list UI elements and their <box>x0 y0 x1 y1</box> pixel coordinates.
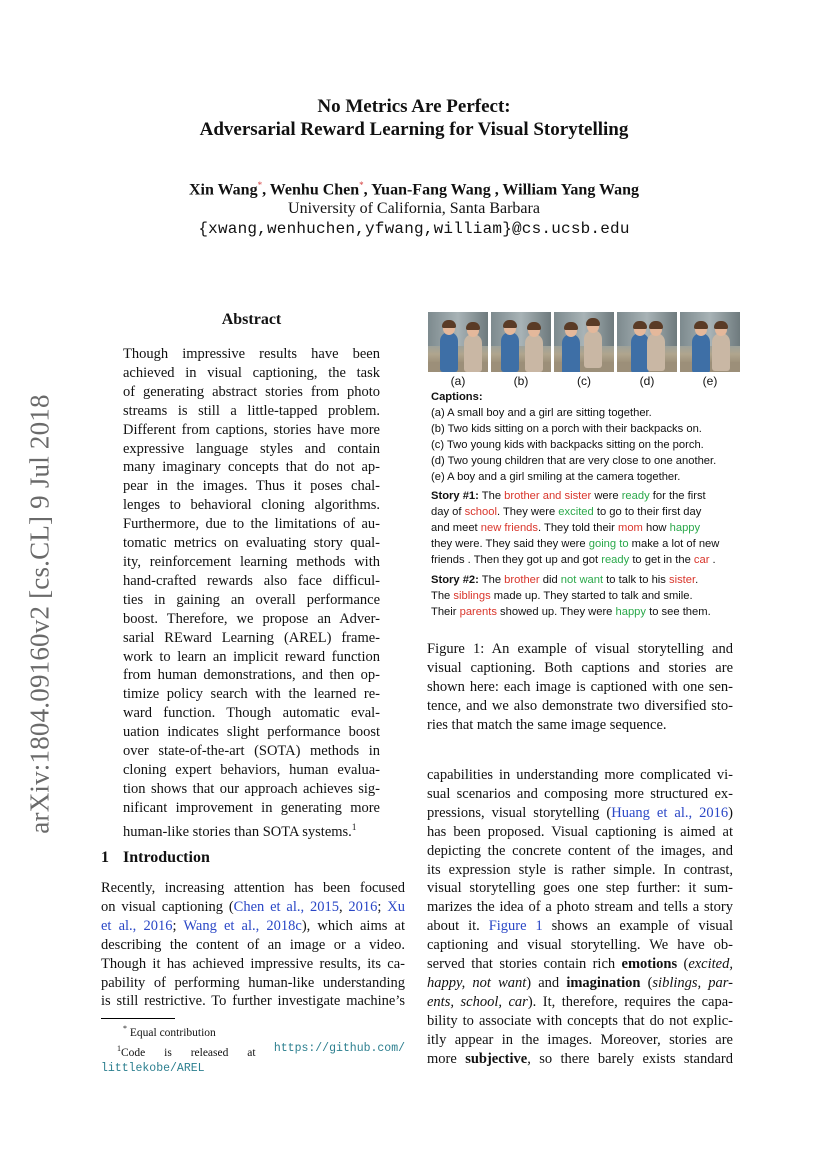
caption-line: (d) Two young children that are very close to one another. <box>431 454 717 467</box>
author-separator: , <box>490 181 503 199</box>
highlight-imagination: brother <box>504 573 540 586</box>
text-span: shows an example of visual <box>542 918 733 935</box>
abstract-line: many imaginary concepts that do not ap- <box>123 459 380 476</box>
intro-line: Recently, increasing attention has been focused <box>101 880 405 896</box>
section-title: Introduction <box>123 849 210 866</box>
captions-heading: Captions: <box>431 391 483 403</box>
affiliation: University of California, Santa Barbara <box>288 200 540 217</box>
github-url[interactable]: https://github.com/ <box>273 1041 405 1055</box>
text-span: did <box>539 573 561 586</box>
citation-link[interactable]: Xu <box>387 898 406 915</box>
text-span: Their <box>431 605 460 618</box>
caption-text-line: visual captioning. Both captions and stories are <box>427 660 733 676</box>
intro-line: Though it has achieved impressive results, its ca- <box>101 955 405 972</box>
section-heading-introduction <box>101 849 210 867</box>
text-span: pressions, visual storytelling ( <box>427 804 612 821</box>
text-span: served that stories contain rich <box>427 956 622 973</box>
figure-ref-link[interactable]: Figure 1 <box>488 918 543 935</box>
text-span: they were. They said they were <box>431 538 589 551</box>
intro-body <box>101 879 405 1011</box>
caption-text-line: Figure 1: An example of visual storytelling and <box>427 641 733 657</box>
citation-link[interactable]: Wang et al., 2018c <box>183 917 302 934</box>
photo-label: (d) <box>639 374 655 388</box>
footnote-text: Equal contribution <box>129 1026 216 1039</box>
body-line: visual storytelling goes one step further: it sum- <box>427 880 733 897</box>
footnotes <box>101 1021 405 1076</box>
abstract-line: Different from captions, stories have more <box>123 421 380 438</box>
intro-line: is still restrictive. To further investigate machine’s <box>101 993 405 1010</box>
italic-examples: happy, not want <box>427 974 527 991</box>
section-number: 1 <box>101 849 109 866</box>
figure-1-image-strip <box>428 312 740 372</box>
text-span: to go to their first day <box>593 506 702 519</box>
citation-link[interactable]: Chen et al., 2015 <box>233 898 339 915</box>
photo-label: (b) <box>513 374 529 388</box>
text-span: , <box>338 898 349 915</box>
highlight-emotion: excited <box>558 506 594 519</box>
story-1-line <box>431 521 743 537</box>
abstract-line: sarial REward Learning (AREL) frame- <box>123 629 380 646</box>
bold-term: subjective <box>465 1050 528 1067</box>
text-span: The <box>481 573 505 586</box>
figure-1-caption <box>427 640 733 735</box>
body-line: depicting the concrete content of the images, and <box>427 842 733 859</box>
body-line <box>427 955 733 974</box>
author-name: Yuan-Fang Wang <box>371 181 491 199</box>
photo-e <box>680 312 740 372</box>
text-span: The <box>481 490 505 503</box>
text-span: were <box>591 490 622 503</box>
highlight-imagination: new friends <box>480 522 538 535</box>
text-span: ). It, therefore, requires the capa- <box>527 993 734 1010</box>
citation-link[interactable]: Huang et al., 2016 <box>611 804 729 821</box>
highlight-imagination: car <box>693 554 710 567</box>
highlight-emotion: happy <box>669 522 701 535</box>
author-name: Xin Wang <box>188 181 258 199</box>
text-span: , so there barely exists standard <box>527 1050 733 1067</box>
abstract-line: over state-of-the-art (SOTA) methods in <box>123 743 380 760</box>
text-span: ), which aims at <box>301 917 405 934</box>
highlight-imagination: mom <box>618 522 643 535</box>
body-line <box>427 804 733 823</box>
body-line <box>427 1050 733 1069</box>
highlight-imagination: school <box>464 506 497 519</box>
photo-label: (c) <box>577 374 591 388</box>
abstract-line: streams is still a little-tapped problem. <box>123 402 380 419</box>
abstract-body <box>123 345 380 841</box>
arxiv-id: arXiv:1804.09160v2 [cs.CL] 9 Jul 2018 <box>24 394 55 834</box>
text-span: . They were <box>496 506 559 519</box>
text-span: on visual captioning ( <box>101 898 234 915</box>
italic-examples: siblings, par- <box>652 974 733 991</box>
text-span: The <box>431 589 454 602</box>
text-span: . <box>709 554 716 567</box>
citation-link[interactable]: et al., 2016 <box>101 917 173 934</box>
photo-b <box>491 312 551 372</box>
abstract-line: cloning expert behaviors, human evalua- <box>123 761 380 778</box>
citation-link[interactable]: 2016 <box>348 898 378 915</box>
text-span: ; <box>172 917 184 934</box>
author-separator: , <box>363 181 372 199</box>
caption-line: (a) A small boy and a girl are sitting together. <box>431 406 652 419</box>
intro-line: describing the content of an image or a video. <box>101 936 405 953</box>
abstract-line <box>123 818 380 842</box>
text-span: for the first <box>649 490 706 503</box>
abstract-line: lenges to behavioral cloning algorithms. <box>123 497 380 514</box>
highlight-emotion: not want <box>560 573 604 586</box>
photo-a <box>428 312 488 372</box>
photo-c <box>554 312 614 372</box>
intro-line: pability of performing human-like understanding <box>101 974 405 991</box>
text-span: ) and <box>526 974 567 991</box>
story-2-line <box>431 605 743 621</box>
story-2-line <box>431 589 743 605</box>
story-1-line <box>431 553 743 569</box>
story-2-label: Story #2: <box>431 573 479 586</box>
footnote-mark: * <box>123 1024 127 1033</box>
abstract-line: work to learn an implicit reward function <box>123 648 380 665</box>
body-line: its expression style is rather simple. In contrast, <box>427 861 733 878</box>
github-url-continued[interactable]: littlekobe/AREL <box>101 1061 205 1075</box>
abstract-line: boost. Therefore, we propose an Adver- <box>123 610 380 627</box>
story-1-line <box>431 505 743 521</box>
photo-d <box>617 312 677 372</box>
caption-text-line: ries that match the same image sequence. <box>427 717 667 733</box>
paper-title-line-1: No Metrics Are Perfect: <box>317 96 511 117</box>
footnote-mark: 1 <box>117 1043 121 1053</box>
text-span: about it. <box>427 918 489 935</box>
abstract-line: ity, reinforcement learning methods with <box>123 553 380 570</box>
abstract-line: timize policy search with the learned re- <box>123 686 380 703</box>
caption-line: (b) Two kids sitting on a porch with their backpacks on. <box>431 422 702 435</box>
caption-line: (e) A boy and a girl smiling at the camera together. <box>431 470 681 483</box>
figure-1-text <box>431 390 743 621</box>
text-span: showed up. They were <box>496 605 616 618</box>
footnote-rule <box>101 1018 175 1019</box>
body-line: bility to associate with concepts that do not explic- <box>427 1012 733 1029</box>
author-name: William Yang Wang <box>502 181 640 199</box>
paper-title-line-2: Adversarial Reward Learning for Visual Storytelling <box>199 119 629 140</box>
text-span: ( <box>640 974 653 991</box>
footnote-text: Code is released at <box>121 1046 256 1059</box>
abstract-line: achieved in visual captioning, the task <box>123 364 380 381</box>
text-span: and meet <box>431 522 481 535</box>
footnote-ref[interactable]: 1 <box>351 821 357 832</box>
body-line: capabilities in understanding more complicated vi- <box>427 767 733 783</box>
footnote-code <box>101 1041 405 1061</box>
italic-examples: excited, <box>688 956 733 973</box>
highlight-imagination: siblings <box>453 589 491 602</box>
text-span: to get in the <box>629 554 694 567</box>
abstract-line: tomatic metrics on evaluating story qual- <box>123 535 380 552</box>
abstract-line: of generating abstract stories from photo <box>123 383 380 400</box>
highlight-emotion: ready <box>601 554 630 567</box>
photo-label: (e) <box>702 374 718 388</box>
abstract-line: nificant improvement in generating more <box>123 799 380 816</box>
body-line: captioning and visual storytelling. We have ob- <box>427 937 733 954</box>
story-1-label: Story #1: <box>431 490 479 503</box>
intro-line <box>101 898 405 917</box>
text-span: how <box>642 522 670 535</box>
highlight-imagination: sister <box>669 573 696 586</box>
highlight-emotion: ready <box>621 490 650 503</box>
text-span: friends . Then they got up and got <box>431 554 602 567</box>
text-span: ; <box>377 898 388 915</box>
author-list <box>0 180 828 199</box>
body-line <box>427 974 733 993</box>
body-line <box>427 993 733 1012</box>
abstract-line: tion shows that our approach achieves sig- <box>123 780 380 797</box>
abstract-heading: Abstract <box>221 311 282 328</box>
story-1-line <box>431 537 743 553</box>
text-span: made up. They started to talk and smile. <box>490 589 693 602</box>
highlight-imagination: parents <box>459 605 497 618</box>
author-emails: {xwang,wenhuchen,yfwang,william}@cs.ucsb.edu <box>198 220 630 238</box>
abstract-line: from human demonstrations, and then op- <box>123 667 380 684</box>
body-line: sual scenarios and composing more structured ex- <box>427 785 733 802</box>
italic-examples: ents, school, car <box>427 993 528 1010</box>
abstract-last-text: human-like stories than SOTA systems. <box>123 823 352 840</box>
text-span: make a lot of new <box>628 538 720 551</box>
intro-line <box>101 917 405 936</box>
bold-term: imagination <box>566 974 641 991</box>
caption-text-line: shown here: each image is captioned with one sen- <box>427 679 733 695</box>
text-span: to see them. <box>646 605 711 618</box>
body-line: marizes the idea of a photo stream and tells a story <box>427 899 733 916</box>
text-span: to talk to his <box>603 573 669 586</box>
text-span: day of <box>431 506 465 519</box>
story-2-line <box>431 573 743 589</box>
right-column-body <box>427 766 733 1069</box>
abstract-line: hand-crafted rewards also face difficul- <box>123 572 380 589</box>
body-line <box>427 917 733 936</box>
text-span: ( <box>677 956 689 973</box>
equal-contrib-mark: * <box>257 180 263 190</box>
highlight-emotion: happy <box>615 605 646 618</box>
body-line: itly appear in the images. Moreover, stories are <box>427 1031 733 1048</box>
text-span: more <box>427 1050 466 1067</box>
body-line: has been proposed. Visual captioning is aimed at <box>427 823 733 840</box>
text-span: . <box>695 573 699 586</box>
caption-line: (c) Two young kids with backpacks sitting on the porch. <box>431 438 704 451</box>
caption-text-line: tence, and we also demonstrate two diversified sto- <box>427 698 733 714</box>
text-span: . They told their <box>537 522 618 535</box>
author-separator: , <box>262 181 270 199</box>
footnote-equal <box>101 1021 405 1041</box>
bold-term: emotions <box>621 956 678 973</box>
story-1-line <box>431 489 743 505</box>
abstract-line: Furthermore, due to the limitations of au- <box>123 516 380 533</box>
abstract-line: ties in gaining an overall performance <box>123 591 380 608</box>
abstract-line: pear in the images. Thus it poses chal- <box>123 478 380 495</box>
abstract-line: ward function. Though automatic eval- <box>123 705 380 722</box>
highlight-emotion: going to <box>588 538 629 551</box>
abstract-line: uation indicates slight performance boost <box>123 724 380 741</box>
equal-contrib-mark: * <box>359 180 364 190</box>
highlight-imagination: brother and sister <box>504 490 592 503</box>
abstract-line: expressive language styles and contain <box>123 440 380 457</box>
author-name: Wenhu Chen <box>269 181 360 199</box>
photo-label: (a) <box>450 374 466 388</box>
text-span: ) <box>728 804 733 821</box>
abstract-line: Though impressive results have been <box>123 346 380 362</box>
